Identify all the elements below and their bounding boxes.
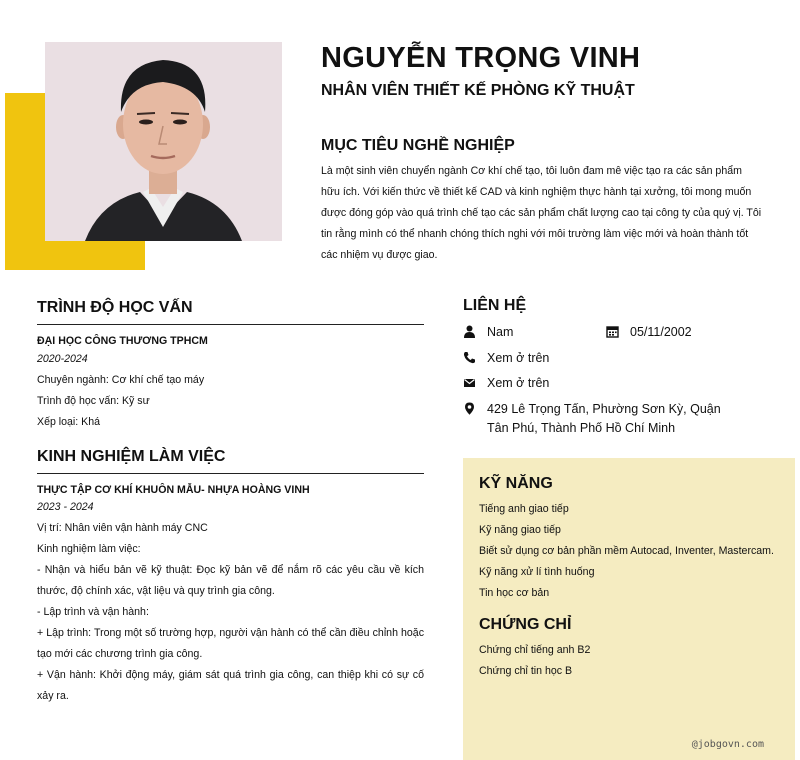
mail-icon	[463, 376, 476, 389]
company-name: THỰC TẬP CƠ KHÍ KHUÔN MẪU- NHỰA HOÀNG VINH	[37, 484, 310, 496]
contact-address	[463, 400, 743, 438]
email-value[interactable]: Xem ở trên	[487, 376, 550, 390]
birthday-value: 05/11/2002	[630, 325, 692, 339]
skill-item: Tiếng anh giao tiếp	[479, 503, 569, 515]
contact-email	[463, 374, 549, 393]
education-section	[37, 299, 424, 433]
experience-line: - Nhận và hiểu bản vẽ kỹ thuật: Đọc kỹ bản vẽ để nắm rõ các yêu cầu về kích thước, độ chính xác, vật liệu và quy trình gia công.	[37, 564, 424, 597]
profile-photo	[45, 42, 282, 241]
certificates-title: CHỨNG CHỈ	[479, 616, 572, 633]
experience-period: 2023 - 2024	[37, 501, 94, 513]
education-line: Trình độ học vấn: Kỹ sư	[37, 395, 150, 407]
experience-line: + Vận hành: Khởi động máy, giám sát quá trình gia công, can thiệp khi có sự cố xảy ra.	[37, 669, 424, 702]
education-title: TRÌNH ĐỘ HỌC VẤN	[37, 299, 424, 325]
location-icon	[463, 402, 476, 415]
contact-birthday	[606, 323, 692, 342]
experience-line: Vị trí: Nhân viên vận hành máy CNC	[37, 522, 208, 534]
education-line: Xếp loại: Khá	[37, 416, 101, 428]
candidate-name: NGUYỄN TRỌNG VINH	[321, 42, 641, 74]
contact-phone	[463, 349, 549, 368]
skill-item: Tin học cơ bản	[479, 587, 550, 599]
skills-panel	[463, 458, 795, 760]
person-icon	[463, 325, 476, 338]
certificate-item: Chứng chỉ tiếng anh B2	[479, 644, 591, 656]
experience-section	[37, 448, 424, 707]
skill-item: Kỹ năng xử lí tình huống	[479, 566, 595, 578]
contact-title: LIÊN HỆ	[463, 297, 527, 314]
skill-item: Kỹ năng giao tiếp	[479, 524, 561, 536]
objective-title: MỤC TIÊU NGHỀ NGHIỆP	[321, 137, 515, 154]
education-period: 2020-2024	[37, 353, 88, 365]
phone-value[interactable]: Xem ở trên	[487, 351, 550, 365]
school-name: ĐẠI HỌC CÔNG THƯƠNG TPHCM	[37, 335, 208, 347]
education-line: Chuyên ngành: Cơ khí chế tạo máy	[37, 374, 205, 386]
experience-line: + Lập trình: Trong một số trường hợp, người vận hành có thể cần điều chỉnh hoặc tạo mới các chương trình gia công.	[37, 627, 424, 660]
objective-text: Là một sinh viên chuyển ngành Cơ khí chế tạo, tôi luôn đam mê việc tạo ra các sản phẩm hữu ích. Với kiến thức về thiết kế CAD và kinh nghiệm thực hành tại xưởng, tôi mong muốn được đóng góp vào quá trình chế tạo các sản phẩm chất lượng cao tại công ty của quý vị. Tôi tin rằng mình có thể nhanh chóng thích nghi với môi trường làm việc mới và hoàn thành tốt các nhiệm vụ được giao.	[321, 165, 762, 261]
experience-line: - Lập trình và vận hành:	[37, 606, 149, 618]
experience-title: KINH NGHIỆM LÀM VIỆC	[37, 448, 424, 474]
contact-gender	[463, 323, 513, 342]
watermark: @jobgovn.com	[691, 739, 764, 750]
certificate-item: Chứng chỉ tin học B	[479, 665, 573, 677]
job-title: NHÂN VIÊN THIẾT KẾ PHÒNG KỸ THUẬT	[321, 82, 635, 99]
phone-icon	[463, 351, 476, 364]
calendar-icon	[606, 325, 619, 338]
experience-line: Kinh nghiệm làm việc:	[37, 543, 141, 555]
skills-title: KỸ NĂNG	[479, 475, 553, 492]
address-value: 429 Lê Trọng Tấn, Phường Sơn Kỳ, Quận Tân Phú, Thành Phố Hồ Chí Minh	[487, 402, 721, 435]
gender-value: Nam	[487, 325, 514, 339]
skill-item: Biết sử dụng cơ bản phần mềm Autocad, Inventer, Mastercam.	[479, 545, 774, 557]
